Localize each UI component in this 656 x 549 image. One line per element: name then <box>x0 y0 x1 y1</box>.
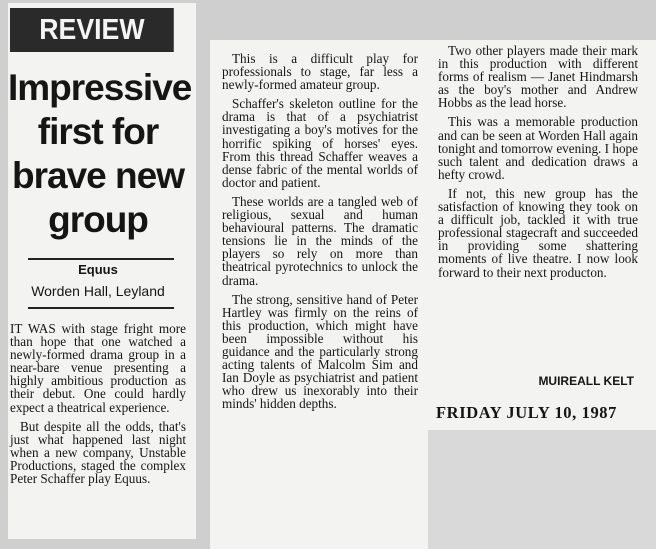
paragraph: Two other players made their mark in this production with different forms of realism — Janet Hindmarsh as the boy's mother and Andrew Hobbs as the lead horse. <box>438 43 638 111</box>
top-divider <box>28 258 174 260</box>
paragraph: These worlds are a tangled web of religious, sexual and human behavioural patterns. The dramatic tensions lie in the minds of the players so rely on more than theatrical pyrotechnics to unlock the drama. <box>222 193 418 288</box>
column-3-text <box>438 44 638 285</box>
folded-edge <box>428 430 656 549</box>
bottom-divider <box>28 307 174 309</box>
column-2-text <box>222 52 418 416</box>
paragraph: If not, this new group has the satisfaction of knowing they took on a difficult job, tackled it with true professional stagecraft and succeeded in providing some shattering moments of live theatre. I now look forward to their next producton. <box>438 185 638 280</box>
headline <box>8 66 192 242</box>
headline-line-4: group <box>48 199 148 240</box>
paragraph: This is a difficult play for professionals to stage, far less a newly-formed amateur group. <box>222 51 418 93</box>
dateline: FRIDAY JULY 10, 1987 <box>436 403 617 422</box>
column-1-text <box>10 322 186 491</box>
headline-line-3: brave new <box>12 155 184 196</box>
paragraph: This was a memorable production and can be seen at Worden Hall again tonight and tomorrow evening. I hope such talent and dedication draws a hefty crowd. <box>438 114 638 182</box>
paragraph: Schaffer's skeleton outline for the drama is that of a psychiatrist investigating a boy's motives for the horrific spiking of horses' eyes. From this thread Schaffer weaves a dense fabric of the mental worlds of doctor and patient. <box>222 96 418 190</box>
venue: Worden Hall, Leyland <box>31 283 165 299</box>
byline: MUIREALL KELT <box>538 374 634 388</box>
paragraph: But despite all the odds, that's just what happened last night when a new company, Unstable Productions, staged the complex Peter Schaffer play Equus. <box>10 418 186 487</box>
paragraph: The strong, sensitive hand of Peter Hartley was firmly on the reins of this production, which might have been impossible without his guidance and the particularly strong acting talents of Malcolm Sim and Ian Doyle as psychiatrist and patient who drew us inexorably into their minds' hidden depths. <box>222 291 418 412</box>
paragraph: IT WAS with stage fright more than hope that one watched a newly-formed drama group in a near-bare venue presenting a highly ambitious production as their debut. One could hardly expect a theatrical experience. <box>10 321 186 415</box>
section-banner: REVIEW <box>10 8 174 52</box>
headline-line-1: Impressive <box>8 67 192 108</box>
play-title: Equus <box>78 262 118 277</box>
headline-line-2: first for <box>37 111 159 152</box>
